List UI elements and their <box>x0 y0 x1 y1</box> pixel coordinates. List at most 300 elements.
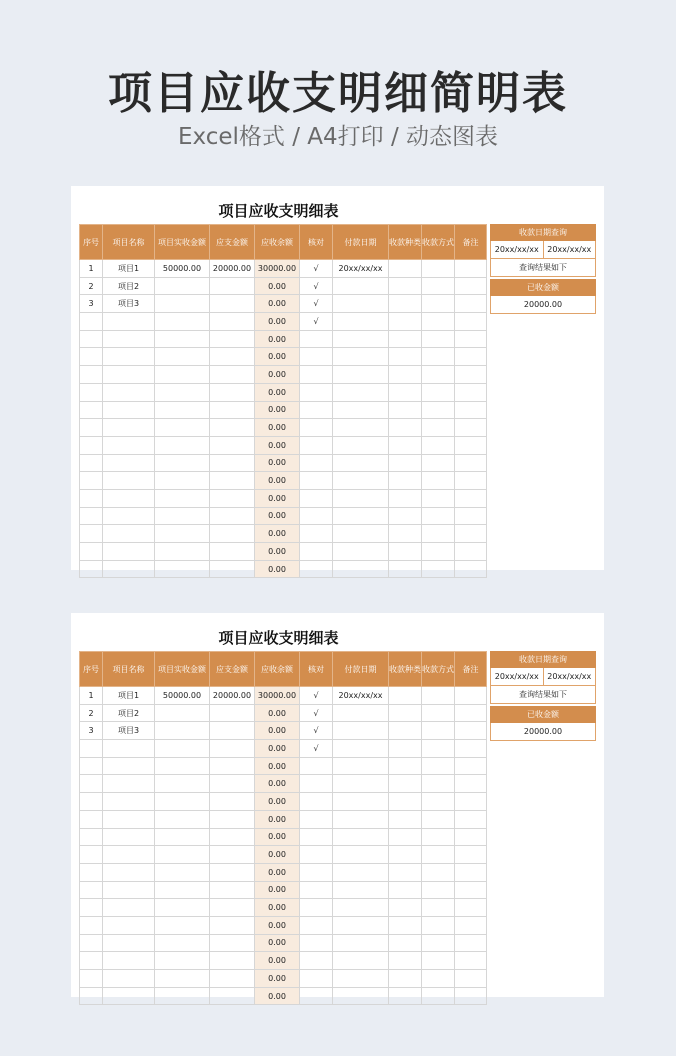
table-cell[interactable]: 项目2 <box>103 277 155 295</box>
table-cell[interactable] <box>422 295 455 313</box>
table-cell[interactable]: 项目2 <box>103 704 155 722</box>
table-cell[interactable] <box>80 740 103 758</box>
table-cell[interactable]: 0.00 <box>255 525 300 543</box>
table-cell[interactable] <box>389 401 422 419</box>
table-cell[interactable] <box>155 383 210 401</box>
table-cell[interactable] <box>155 543 210 561</box>
table-cell[interactable] <box>333 507 389 525</box>
table-cell[interactable] <box>389 828 422 846</box>
table-cell[interactable]: 20xx/xx/xx <box>333 687 389 705</box>
table-cell[interactable] <box>333 419 389 437</box>
table-cell[interactable] <box>389 295 422 313</box>
table-cell[interactable] <box>422 987 455 1005</box>
table-cell[interactable] <box>389 525 422 543</box>
table-cell[interactable] <box>333 330 389 348</box>
table-cell[interactable] <box>455 507 487 525</box>
table-cell[interactable] <box>80 952 103 970</box>
table-cell[interactable]: 0.00 <box>255 987 300 1005</box>
table-cell[interactable] <box>210 330 255 348</box>
table-cell[interactable] <box>455 863 487 881</box>
table-cell[interactable]: 0.00 <box>255 916 300 934</box>
table-cell[interactable] <box>455 560 487 578</box>
table-cell[interactable]: 项目1 <box>103 260 155 278</box>
table-cell[interactable]: √ <box>300 740 333 758</box>
table-cell[interactable] <box>389 330 422 348</box>
table-cell[interactable] <box>210 934 255 952</box>
table-cell[interactable] <box>389 881 422 899</box>
table-cell[interactable] <box>103 419 155 437</box>
table-cell[interactable] <box>422 740 455 758</box>
table-cell[interactable] <box>422 419 455 437</box>
table-cell[interactable] <box>155 330 210 348</box>
table-cell[interactable] <box>455 313 487 331</box>
table-cell[interactable] <box>333 881 389 899</box>
table-cell[interactable] <box>333 757 389 775</box>
table-cell[interactable] <box>455 846 487 864</box>
table-cell[interactable] <box>389 934 422 952</box>
table-cell[interactable] <box>455 489 487 507</box>
table-cell[interactable] <box>300 472 333 490</box>
table-cell[interactable] <box>80 757 103 775</box>
table-cell[interactable] <box>210 757 255 775</box>
table-cell[interactable]: √ <box>300 277 333 295</box>
table-cell[interactable] <box>103 330 155 348</box>
table-cell[interactable]: 0.00 <box>255 330 300 348</box>
table-cell[interactable] <box>422 472 455 490</box>
table-cell[interactable] <box>422 828 455 846</box>
table-cell[interactable]: 50000.00 <box>155 260 210 278</box>
table-cell[interactable] <box>389 260 422 278</box>
table-cell[interactable] <box>422 277 455 295</box>
table-cell[interactable] <box>155 366 210 384</box>
table-cell[interactable] <box>155 401 210 419</box>
table-cell[interactable] <box>455 295 487 313</box>
table-cell[interactable]: 0.00 <box>255 419 300 437</box>
table-cell[interactable]: 0.00 <box>255 828 300 846</box>
table-cell[interactable] <box>333 810 389 828</box>
table-cell[interactable]: √ <box>300 687 333 705</box>
table-cell[interactable]: 0.00 <box>255 810 300 828</box>
table-cell[interactable] <box>389 313 422 331</box>
table-cell[interactable] <box>389 970 422 988</box>
table-cell[interactable] <box>389 722 422 740</box>
table-cell[interactable] <box>422 260 455 278</box>
table-cell[interactable] <box>389 277 422 295</box>
table-cell[interactable] <box>422 525 455 543</box>
table-cell[interactable] <box>80 419 103 437</box>
table-cell[interactable] <box>103 828 155 846</box>
table-cell[interactable] <box>210 846 255 864</box>
table-cell[interactable] <box>155 863 210 881</box>
table-cell[interactable] <box>333 560 389 578</box>
table-cell[interactable]: 0.00 <box>255 313 300 331</box>
table-cell[interactable]: 0.00 <box>255 366 300 384</box>
table-cell[interactable] <box>455 687 487 705</box>
table-cell[interactable] <box>455 740 487 758</box>
table-cell[interactable]: 0.00 <box>255 952 300 970</box>
table-cell[interactable] <box>210 313 255 331</box>
table-cell[interactable] <box>103 934 155 952</box>
table-cell[interactable] <box>455 899 487 917</box>
table-cell[interactable] <box>155 899 210 917</box>
date-to-field[interactable]: 20xx/xx/xx <box>543 668 596 685</box>
table-cell[interactable] <box>300 828 333 846</box>
table-cell[interactable] <box>389 987 422 1005</box>
table-cell[interactable] <box>300 525 333 543</box>
table-cell[interactable] <box>155 277 210 295</box>
table-cell[interactable] <box>300 383 333 401</box>
table-cell[interactable] <box>389 507 422 525</box>
table-cell[interactable] <box>300 793 333 811</box>
table-cell[interactable] <box>155 934 210 952</box>
table-cell[interactable] <box>80 775 103 793</box>
table-cell[interactable] <box>389 952 422 970</box>
table-cell[interactable] <box>389 454 422 472</box>
table-cell[interactable] <box>103 454 155 472</box>
table-cell[interactable] <box>333 313 389 331</box>
table-cell[interactable] <box>80 863 103 881</box>
table-cell[interactable] <box>333 401 389 419</box>
table-cell[interactable] <box>155 810 210 828</box>
table-cell[interactable]: √ <box>300 313 333 331</box>
table-cell[interactable] <box>155 489 210 507</box>
table-cell[interactable]: √ <box>300 722 333 740</box>
table-cell[interactable] <box>210 722 255 740</box>
table-cell[interactable] <box>80 489 103 507</box>
table-cell[interactable]: 0.00 <box>255 401 300 419</box>
table-cell[interactable] <box>80 560 103 578</box>
table-cell[interactable] <box>103 436 155 454</box>
table-cell[interactable] <box>422 846 455 864</box>
table-cell[interactable]: 0.00 <box>255 383 300 401</box>
table-cell[interactable] <box>455 916 487 934</box>
table-cell[interactable]: 3 <box>80 295 103 313</box>
table-cell[interactable] <box>422 952 455 970</box>
table-cell[interactable] <box>210 704 255 722</box>
table-cell[interactable] <box>155 970 210 988</box>
table-cell[interactable] <box>210 740 255 758</box>
table-cell[interactable] <box>155 881 210 899</box>
table-cell[interactable] <box>210 793 255 811</box>
table-cell[interactable] <box>103 952 155 970</box>
table-cell[interactable] <box>80 401 103 419</box>
table-cell[interactable] <box>80 899 103 917</box>
table-cell[interactable] <box>103 757 155 775</box>
table-cell[interactable] <box>155 775 210 793</box>
table-cell[interactable] <box>103 507 155 525</box>
table-cell[interactable]: 0.00 <box>255 277 300 295</box>
table-cell[interactable] <box>103 543 155 561</box>
table-cell[interactable] <box>80 881 103 899</box>
table-cell[interactable] <box>80 916 103 934</box>
table-cell[interactable] <box>210 401 255 419</box>
table-cell[interactable] <box>333 277 389 295</box>
table-cell[interactable]: 项目1 <box>103 687 155 705</box>
table-cell[interactable] <box>422 348 455 366</box>
table-cell[interactable] <box>103 348 155 366</box>
table-cell[interactable] <box>389 472 422 490</box>
table-cell[interactable]: 20000.00 <box>210 687 255 705</box>
table-cell[interactable] <box>455 543 487 561</box>
table-cell[interactable] <box>300 348 333 366</box>
table-cell[interactable]: 2 <box>80 277 103 295</box>
table-cell[interactable] <box>80 543 103 561</box>
table-cell[interactable] <box>333 295 389 313</box>
table-cell[interactable] <box>333 454 389 472</box>
table-cell[interactable] <box>455 775 487 793</box>
table-cell[interactable] <box>422 313 455 331</box>
table-cell[interactable]: 0.00 <box>255 507 300 525</box>
table-cell[interactable]: 项目3 <box>103 295 155 313</box>
table-cell[interactable] <box>389 687 422 705</box>
table-cell[interactable] <box>389 489 422 507</box>
table-cell[interactable] <box>422 560 455 578</box>
table-cell[interactable] <box>103 899 155 917</box>
table-cell[interactable] <box>422 687 455 705</box>
table-cell[interactable] <box>389 793 422 811</box>
table-cell[interactable] <box>455 970 487 988</box>
table-cell[interactable] <box>210 472 255 490</box>
table-cell[interactable] <box>155 348 210 366</box>
table-cell[interactable] <box>103 846 155 864</box>
table-cell[interactable] <box>300 436 333 454</box>
table-cell[interactable] <box>80 810 103 828</box>
table-cell[interactable] <box>389 383 422 401</box>
table-cell[interactable] <box>422 881 455 899</box>
table-cell[interactable]: 30000.00 <box>255 260 300 278</box>
table-cell[interactable] <box>422 722 455 740</box>
table-cell[interactable]: 0.00 <box>255 543 300 561</box>
table-cell[interactable] <box>300 881 333 899</box>
table-cell[interactable] <box>455 260 487 278</box>
table-cell[interactable] <box>155 313 210 331</box>
table-cell[interactable]: 0.00 <box>255 295 300 313</box>
table-cell[interactable] <box>80 828 103 846</box>
table-cell[interactable] <box>80 454 103 472</box>
table-cell[interactable] <box>80 436 103 454</box>
table-cell[interactable] <box>333 525 389 543</box>
table-cell[interactable]: 0.00 <box>255 970 300 988</box>
table-cell[interactable] <box>80 525 103 543</box>
table-cell[interactable] <box>103 881 155 899</box>
table-cell[interactable] <box>210 366 255 384</box>
table-cell[interactable] <box>300 366 333 384</box>
table-cell[interactable] <box>103 863 155 881</box>
table-cell[interactable] <box>210 863 255 881</box>
table-cell[interactable] <box>210 970 255 988</box>
table-cell[interactable] <box>455 934 487 952</box>
table-cell[interactable] <box>333 970 389 988</box>
table-cell[interactable] <box>210 828 255 846</box>
table-cell[interactable] <box>300 560 333 578</box>
table-cell[interactable] <box>103 525 155 543</box>
date-from-field[interactable]: 20xx/xx/xx <box>494 245 539 254</box>
table-cell[interactable] <box>455 793 487 811</box>
table-cell[interactable] <box>455 366 487 384</box>
table-cell[interactable]: 0.00 <box>255 934 300 952</box>
table-cell[interactable]: 0.00 <box>255 881 300 899</box>
table-cell[interactable]: 0.00 <box>255 757 300 775</box>
table-cell[interactable]: 3 <box>80 722 103 740</box>
table-cell[interactable] <box>455 436 487 454</box>
table-cell[interactable] <box>389 348 422 366</box>
table-cell[interactable] <box>455 383 487 401</box>
table-cell[interactable] <box>103 775 155 793</box>
table-cell[interactable] <box>333 489 389 507</box>
table-cell[interactable] <box>333 472 389 490</box>
table-cell[interactable]: √ <box>300 260 333 278</box>
table-cell[interactable] <box>300 899 333 917</box>
table-cell[interactable]: 0.00 <box>255 863 300 881</box>
table-cell[interactable]: 项目3 <box>103 722 155 740</box>
table-cell[interactable] <box>210 454 255 472</box>
table-cell[interactable] <box>422 793 455 811</box>
table-cell[interactable] <box>333 793 389 811</box>
table-cell[interactable] <box>389 775 422 793</box>
table-cell[interactable] <box>155 454 210 472</box>
table-cell[interactable] <box>455 828 487 846</box>
table-cell[interactable] <box>103 472 155 490</box>
table-cell[interactable] <box>80 507 103 525</box>
table-cell[interactable] <box>80 366 103 384</box>
table-cell[interactable] <box>300 775 333 793</box>
table-cell[interactable] <box>210 436 255 454</box>
table-cell[interactable] <box>455 348 487 366</box>
table-cell[interactable] <box>333 987 389 1005</box>
table-cell[interactable] <box>155 846 210 864</box>
table-cell[interactable] <box>333 740 389 758</box>
table-cell[interactable]: 0.00 <box>255 846 300 864</box>
table-cell[interactable] <box>422 757 455 775</box>
table-cell[interactable] <box>422 489 455 507</box>
table-cell[interactable] <box>333 863 389 881</box>
table-cell[interactable] <box>155 436 210 454</box>
table-cell[interactable] <box>155 507 210 525</box>
table-cell[interactable] <box>155 419 210 437</box>
table-cell[interactable] <box>103 383 155 401</box>
table-cell[interactable] <box>155 722 210 740</box>
table-cell[interactable] <box>333 934 389 952</box>
table-cell[interactable]: 0.00 <box>255 454 300 472</box>
table-cell[interactable]: 0.00 <box>255 489 300 507</box>
table-cell[interactable] <box>389 436 422 454</box>
table-cell[interactable]: 20000.00 <box>210 260 255 278</box>
table-cell[interactable] <box>103 916 155 934</box>
table-cell[interactable] <box>80 846 103 864</box>
table-cell[interactable] <box>300 970 333 988</box>
table-cell[interactable] <box>155 952 210 970</box>
table-cell[interactable] <box>155 560 210 578</box>
table-cell[interactable] <box>210 881 255 899</box>
table-cell[interactable] <box>210 775 255 793</box>
table-cell[interactable] <box>210 952 255 970</box>
table-cell[interactable] <box>103 810 155 828</box>
table-cell[interactable] <box>422 863 455 881</box>
table-cell[interactable] <box>422 436 455 454</box>
table-cell[interactable] <box>422 775 455 793</box>
table-cell[interactable] <box>455 757 487 775</box>
table-cell[interactable] <box>155 828 210 846</box>
table-cell[interactable] <box>422 401 455 419</box>
table-cell[interactable] <box>155 793 210 811</box>
table-cell[interactable] <box>455 525 487 543</box>
table-cell[interactable] <box>389 366 422 384</box>
table-cell[interactable] <box>210 277 255 295</box>
table-cell[interactable] <box>422 934 455 952</box>
table-cell[interactable]: 0.00 <box>255 348 300 366</box>
table-cell[interactable] <box>300 419 333 437</box>
table-cell[interactable] <box>389 916 422 934</box>
table-cell[interactable] <box>155 472 210 490</box>
table-cell[interactable]: 0.00 <box>255 472 300 490</box>
table-cell[interactable]: 30000.00 <box>255 687 300 705</box>
table-cell[interactable] <box>333 704 389 722</box>
table-cell[interactable]: 0.00 <box>255 722 300 740</box>
table-cell[interactable] <box>455 330 487 348</box>
table-cell[interactable] <box>333 722 389 740</box>
date-from-field[interactable]: 20xx/xx/xx <box>494 672 539 681</box>
table-cell[interactable] <box>210 295 255 313</box>
table-cell[interactable] <box>80 383 103 401</box>
table-cell[interactable]: 1 <box>80 260 103 278</box>
table-cell[interactable] <box>300 987 333 1005</box>
table-cell[interactable] <box>455 277 487 295</box>
table-cell[interactable]: 2 <box>80 704 103 722</box>
table-cell[interactable] <box>333 436 389 454</box>
table-cell[interactable] <box>210 810 255 828</box>
table-cell[interactable] <box>300 846 333 864</box>
table-cell[interactable] <box>103 793 155 811</box>
table-cell[interactable] <box>210 560 255 578</box>
table-cell[interactable] <box>422 899 455 917</box>
table-cell[interactable] <box>455 881 487 899</box>
table-cell[interactable] <box>80 348 103 366</box>
table-cell[interactable] <box>389 704 422 722</box>
table-cell[interactable] <box>210 419 255 437</box>
table-cell[interactable] <box>80 793 103 811</box>
table-cell[interactable]: √ <box>300 704 333 722</box>
table-cell[interactable] <box>80 970 103 988</box>
table-cell[interactable] <box>210 489 255 507</box>
table-cell[interactable] <box>455 472 487 490</box>
table-cell[interactable]: 0.00 <box>255 793 300 811</box>
table-cell[interactable] <box>80 472 103 490</box>
table-cell[interactable]: 0.00 <box>255 740 300 758</box>
table-cell[interactable] <box>389 757 422 775</box>
table-cell[interactable] <box>300 916 333 934</box>
table-cell[interactable] <box>455 704 487 722</box>
table-cell[interactable] <box>455 722 487 740</box>
table-cell[interactable] <box>103 313 155 331</box>
table-cell[interactable]: 0.00 <box>255 436 300 454</box>
table-cell[interactable] <box>210 987 255 1005</box>
table-cell[interactable] <box>155 525 210 543</box>
table-cell[interactable] <box>80 987 103 1005</box>
table-cell[interactable] <box>422 970 455 988</box>
table-cell[interactable] <box>300 330 333 348</box>
table-cell[interactable] <box>300 934 333 952</box>
table-cell[interactable] <box>422 543 455 561</box>
table-cell[interactable] <box>333 846 389 864</box>
date-to-field[interactable]: 20xx/xx/xx <box>543 241 596 258</box>
table-cell[interactable]: 50000.00 <box>155 687 210 705</box>
table-cell[interactable]: 20xx/xx/xx <box>333 260 389 278</box>
table-cell[interactable] <box>300 952 333 970</box>
table-cell[interactable] <box>300 810 333 828</box>
table-cell[interactable] <box>455 401 487 419</box>
table-cell[interactable] <box>422 330 455 348</box>
table-cell[interactable] <box>389 740 422 758</box>
